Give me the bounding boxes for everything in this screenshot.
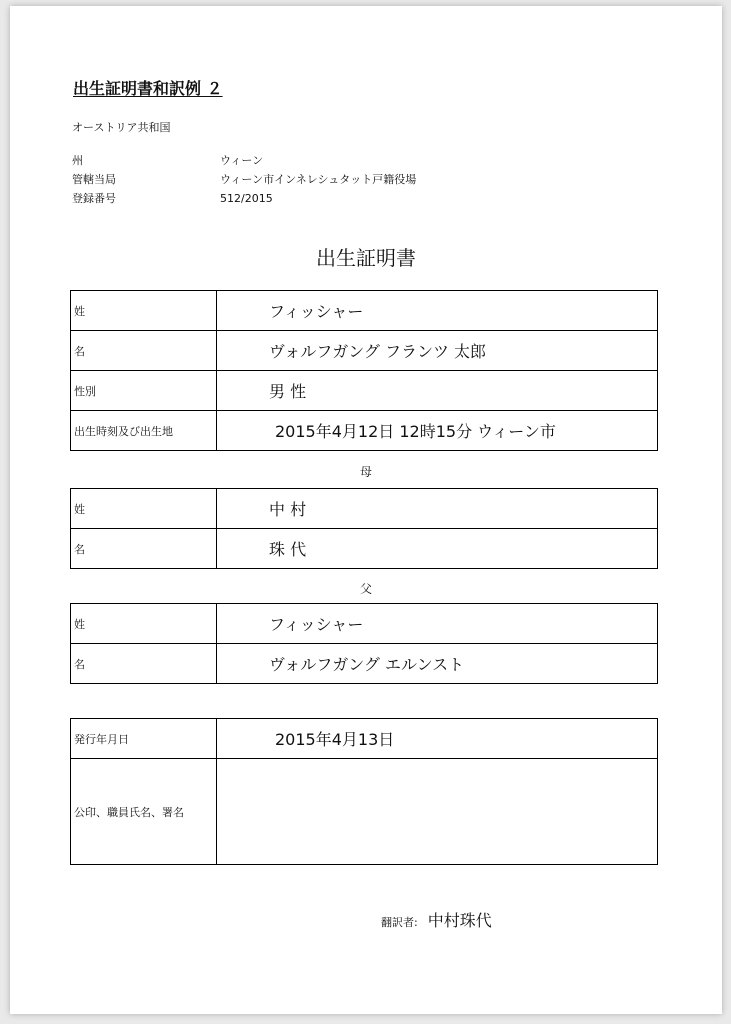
field-label: 公印、職員氏名、署名 <box>71 759 217 865</box>
field-label: 名 <box>71 644 217 684</box>
table-row <box>71 489 658 529</box>
field-value: 中 村 <box>217 489 658 529</box>
translator-label: 翻訳者: <box>381 916 418 929</box>
field-value: 珠 代 <box>217 529 658 569</box>
field-value: 2015年4月13日 <box>217 719 658 759</box>
child-table <box>70 290 658 451</box>
document-title: 出生証明書和訳例 ２ <box>73 79 223 98</box>
mother-table <box>70 488 658 569</box>
meta-row-authority <box>72 171 416 187</box>
document-page <box>10 6 722 1014</box>
meta-value: ウィーン市インネレシュタット戸籍役場 <box>220 173 417 186</box>
translator-name: 中村珠代 <box>427 911 492 930</box>
translator-line <box>381 908 492 931</box>
field-value: フィッシャー <box>217 604 658 644</box>
meta-row-state <box>72 152 263 168</box>
meta-value: 512/2015 <box>220 192 273 205</box>
table-row <box>71 529 658 569</box>
field-value: ヴォルフガング フランツ 太郎 <box>217 331 658 371</box>
table-row <box>71 719 658 759</box>
field-label: 性別 <box>71 371 217 411</box>
field-value: ヴォルフガング エルンスト <box>217 644 658 684</box>
signature-area <box>217 759 658 865</box>
certificate-title: 出生証明書 <box>316 246 416 270</box>
table-row <box>71 759 658 865</box>
table-row <box>71 644 658 684</box>
father-table <box>70 603 658 684</box>
meta-label: 州 <box>72 154 83 167</box>
issue-table <box>70 718 658 865</box>
field-value: 男 性 <box>217 371 658 411</box>
field-value: フィッシャー <box>217 291 658 331</box>
meta-row-registration-number <box>72 190 273 206</box>
field-label: 発行年月日 <box>71 719 217 759</box>
field-value: 2015年4月12日 12時15分 ウィーン市 <box>217 411 658 451</box>
father-section-heading: 父 <box>359 582 372 596</box>
table-row <box>71 411 658 451</box>
field-label: 姓 <box>71 489 217 529</box>
table-row <box>71 371 658 411</box>
table-row <box>71 291 658 331</box>
meta-label: 登録番号 <box>72 192 116 205</box>
meta-label: 管轄当局 <box>72 173 116 186</box>
field-label: 出生時刻及び出生地 <box>71 411 217 451</box>
country-name: オーストリア共和国 <box>72 121 171 134</box>
field-label: 名 <box>71 331 217 371</box>
meta-value: ウィーン <box>220 154 264 167</box>
field-label: 名 <box>71 529 217 569</box>
mother-section-heading: 母 <box>359 465 372 479</box>
table-row <box>71 331 658 371</box>
field-label: 姓 <box>71 291 217 331</box>
table-row <box>71 604 658 644</box>
field-label: 姓 <box>71 604 217 644</box>
